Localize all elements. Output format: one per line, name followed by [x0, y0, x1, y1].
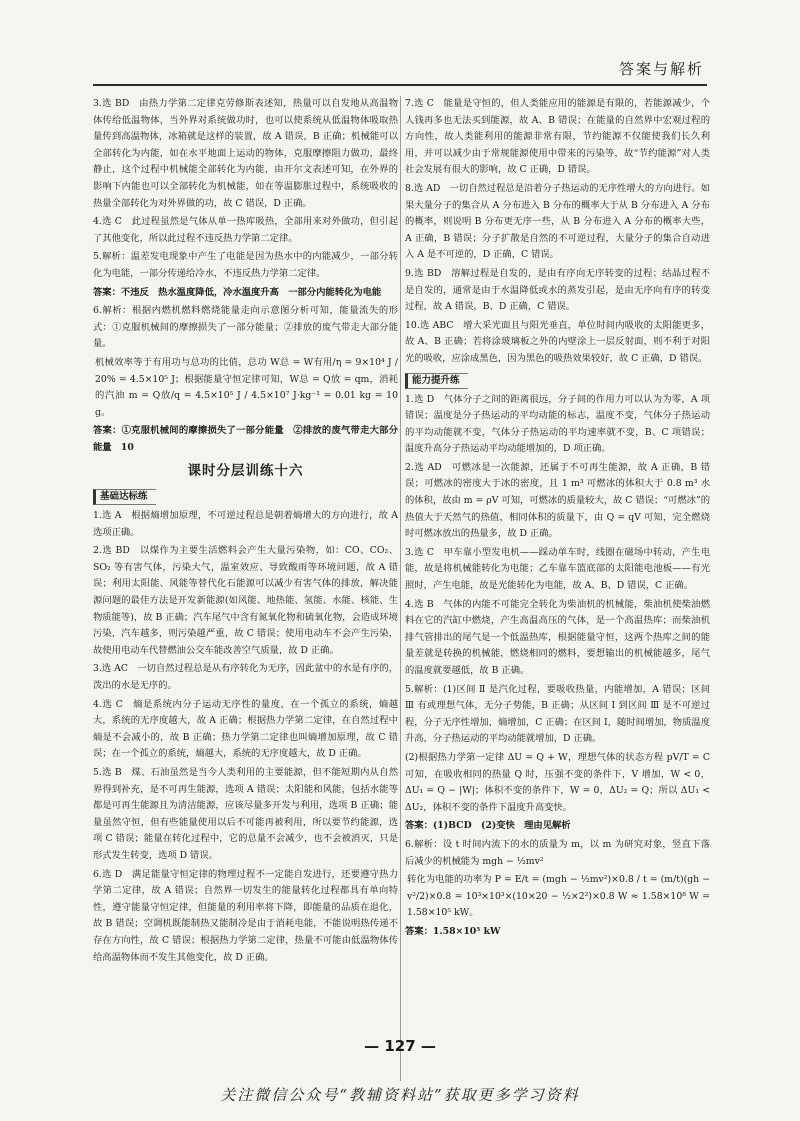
- advanced-6-final: 答案：1.58×10⁵ kW: [405, 925, 501, 937]
- advanced-item-1: 1.选 D 气体分子之间的距离很远，分子间的作用力可以认为为零，A 项错误；温度是分子热运动的平均动能的标志，温度不变，气体分子热运动的平均动能就不变，气体分子热运动的平均速率就不变，B、C 项错误；温度升高分子热运动平均动能增加的，D 项正确。: [405, 393, 710, 455]
- answer-item-5: 5.解析：温差发电现象中产生了电能是因为热水中的内能减少，一部分转化为电能，一部分传递给冷水，不违反热力学第二定律。: [93, 251, 398, 279]
- answer-item-4: 4.选 C 此过程虽然是气体从单一热库吸热，全部用来对外做功，但引起了其他变化，所以此过程不违反热力学第二定律。: [93, 216, 398, 244]
- basic-item-9: 9.选 BD 溶解过程是自发的，是由有序向无序转变的过程；结晶过程不是自发的，通常是由于水温降低或水的蒸发引起，是由无序向有序的转变过程，故 A 错误，B、D 正确，C 错误。: [405, 267, 710, 313]
- answer-item-3: 3.选 BD 由热力学第二定律克劳修斯表述知，热量可以自发地从高温物体传给低温物体，当外界对系统做功时，也可以使系统从低温物体吸取热量传到高温物体，冰箱就是这样的装置，故 A 错误，B 正确；机械能可以全部转化为内能，如在水平地面上运动的物体，克服摩擦阻力做功，最终静止，这个过程中机械能全部转化为内能，由开尔文表述可知，在外界的影响下内能也可以全部转化为机械能，如在等温膨胀过程中，系统吸收的热量全部转化为对外界做的功，故 C 错误，D 正确。: [93, 98, 398, 209]
- basic-item-5: 5.选 B 煤、石油虽然是当今人类利用的主要能源，但不能短期内从自然界得到补充，是不可再生能源，选项 A 错误；太阳能和风能，包括水能等都是可再生能源且为清洁能源，应该尽量多开发与利用，选项 B 正确；能量虽然守恒，但有些能量使用以后不可能再被利用，所以要节约能源，选项 C 错误；能量在转化过程中，它的总量不会减少，也不会被消灭，只是形式发生转变，选项 D 错误。: [93, 766, 398, 861]
- basic-practice-tag: 基础达标练: [93, 489, 156, 505]
- basic-item-1: 1.选 A 根据熵增加原理，不可逆过程总是朝着熵增大的方向进行，故 A 选项正确。: [93, 510, 398, 538]
- advanced-item-5: 5.解析：(1)区间 Ⅱ 是汽化过程，要吸收热量，内能增加，A 错误；区间 Ⅲ 有或理想气体，无分子势能，B 正确；从区间 Ⅰ 到区间 Ⅲ 是不可逆过程，分子无序性增加，熵增加，C 正确；在区间 Ⅰ，随时间增加，物质温度升高，分子热运动的平均动能就增加，D 正确。: [405, 683, 710, 745]
- basic-item-8: 8.选 AD 一切自然过程总是沿着分子热运动的无序性增大的方向进行。如果大量分子的集合从 A 分布进入 B 分布的概率大于从 B 分布进入 A 分布的概率，则说明 B 分布更无序一些，从 B 分布进入 A 分布的概率大些，A 正确，B 错误；分子扩散是自然的不可逆过程，大量分子的集合自动进入 A 是不可逆的，D 正确，C 错误。: [405, 182, 710, 261]
- left-column: [93, 96, 398, 968]
- advanced-5-final: 答案：(1)BCD (2)变快 理由见解析: [405, 820, 571, 832]
- basic-item-10: 10.选 ABC 增大采光面且与阳光垂直，单位时间内吸收的太阳能更多，故 A、B 正确；若将涂玻璃板之外的内壁涂上一层反射面，则不利于对阳光的吸收，应涂成黑色，因为黑色的吸热效果较好，故 C 正确，D 错误。: [405, 319, 710, 364]
- basic-item-6: 6.选 D 满足能量守恒定律的物理过程不一定能自发进行，还要遵守热力学第二定律，故 A 错误；自然界一切发生的能量转化过程都具有单向特性，遵守能量守恒定律，但能量的利用率将下降，即能量的品质在退化，故 B 错误；空调机既能制热又能制冷是由于消耗电能，不能说明热传递不存在方向性，故 C 错误；根据热力学第二定律，热量不可能由低温物体传给高温物体而不发生其他变化，故 D 正确。: [93, 868, 398, 963]
- column-divider: [400, 96, 401, 1081]
- advanced-practice-tag: 能力提升练: [405, 373, 468, 389]
- answer-6-final: 答案：①克服机械间的摩擦损失了一部分能量 ②排放的废气带走大部分能量 10: [93, 425, 398, 453]
- right-column: [405, 96, 710, 943]
- advanced-item-2: 2.选 AD 可燃冰是一次能源，还属于不可再生能源，故 A 正确，B 错误；可燃冰的密度大于冰的密度，且 1 m³ 可燃冰的体积大于 0.8 m³ 水的体积，故由 m = ρV 可知，可燃冰的质量较大，故 C 错误；“可燃冰”的热值大于天然气的热值，相同体积的质量下，由 Q = qV 可知，完全燃烧时可燃冰放出的热量多，故 D 正确。: [405, 461, 710, 540]
- header-rule: [93, 84, 707, 86]
- basic-item-7: 7.选 C 能量是守恒的，但人类能应用的能源是有限的，若能源减少，个人钱再多也无法买到能源，故 A、B 错误；在能量的自然界中宏观过程的方向性，故人类能利用的能源非常有限，节约能源不仅能使我们长久利用，并可以减少由于常规能源使用中带来的污染等，故“节约能源”对人类社会发展有很大的影响，故 C 正确，D 错误。: [405, 98, 710, 176]
- basic-item-2: 2.选 BD 以煤作为主要生活燃料会产生大量污染物，如：CO、CO₂、SO₂ 等有害气体，污染大气，温室效应、导致酸雨等环境问题，故 A 错误；利用太阳能、风能等替代化石能源可以减少有害气体的排放，解决能源问题的最佳方法是开发新能源(如风能、地热能、氢能、水能、核能、生物质能等)，故 B 正确；汽车尾气中含有氮氧化物和硫氧化物，会造成环境污染，汽车越多，则污染越严重，故 C 错误；使用电动车不会产生污染，故使用电动车代替燃油公交车能改善空气质量，故 D 正确。: [93, 545, 398, 656]
- advanced-item-3: 3.选 C 甲车靠小型发电机——踩动单车时，线圈在磁场中转动，产生电能，故是将机械能转化为电能；乙车靠车篮底部的太阳能电池板——有光照时，产生电能，故是光能转化为电能，故 A、B、D 错误，C 正确。: [405, 546, 710, 592]
- answer-6-formula: 机械效率等于有用功与总功的比值，总功 W总 = W有用/η = 9×10⁴ J / 20% = 4.5×10⁵ J；根据能量守恒定律可知，W总 = Q放 = qm，消耗的汽油 m = Q放/q = 4.5×10⁵ J / 4.5×10⁷ J·kg⁻¹ = 0.01 kg = 10 g。: [95, 356, 398, 418]
- header-title: 答案与解析: [618, 60, 704, 78]
- advanced-item-6: 6.解析：设 t 时间内流下的水的质量为 m，以 m 为研究对象，竖直下落后减少的机械能为 mgh − ½mv²: [405, 838, 710, 867]
- advanced-6-formula: 转化为电能的功率为 P = E/t = (mgh − ½mv²)×0.8 / t = (m/t)(gh − v²/2)×0.8 = 10³×10³×(10×20 − ½×2²)×0.8 W ≈ 1.58×10⁸ W = 1.58×10⁵ kW。: [407, 874, 710, 919]
- page-number: — 127 —: [364, 1037, 436, 1055]
- advanced-item-5-part2: (2)根据热力学第一定律 ΔU = Q + W，理想气体的状态方程 pV/T = C 可知，在吸收相同的热量 Q 时，压强不变的条件下，V 增加，W < 0，ΔU₁ = Q − |W|；体积不变的条件下，W = 0，ΔU₂ = Q；所以 ΔU₁ < ΔU₂，体积不变的条件下温度升高变快。: [405, 751, 710, 813]
- footer-note: 关注微信公众号“教辅资料站”获取更多学习资料: [220, 1086, 580, 1104]
- answer-5-final: 答案：不违反 热水温度降低，冷水温度升高 一部分内能转化为电能: [93, 286, 382, 298]
- section-title: 课时分层训练十六: [187, 463, 304, 480]
- basic-item-3: 3.选 AC 一切自然过程总是从有序转化为无序，因此盆中的水是有序的，泼出的水是无序的。: [93, 663, 398, 691]
- advanced-item-4: 4.选 B 气体的内能不可能完全转化为柴油机的机械能，柴油机使柴油燃料在它的汽缸中燃烧，产生高温高压的气体，是一个高温热库；而柴油机排气管排出的尾气是一个低温热库，根据能量守恒，这两个热库之间的能量差就是转换的机械能，燃烧相同的燃料，要想输出的机械能越多，尾气的温度就要越低，故 B 正确。: [405, 598, 710, 676]
- basic-item-4: 4.选 C 熵是系统内分子运动无序性的量度，在一个孤立的系统，熵越大，系统的无序度越大，故 A 正确；根据热力学第二定律，在自然过程中熵是不会减小的，故 B 正确；热力学第二定律也叫熵增加原理，故 C 错误；在一个孤立的系统，熵越大，系统的无序度越大，故 D 正确。: [93, 698, 398, 760]
- answer-item-6: 6.解析：根据内燃机燃料燃烧能量走向示意图分析可知，能量流失的形式：①克服机械间的摩擦损失了一部分能量；②排放的废气带走大部分能量。: [93, 305, 398, 350]
